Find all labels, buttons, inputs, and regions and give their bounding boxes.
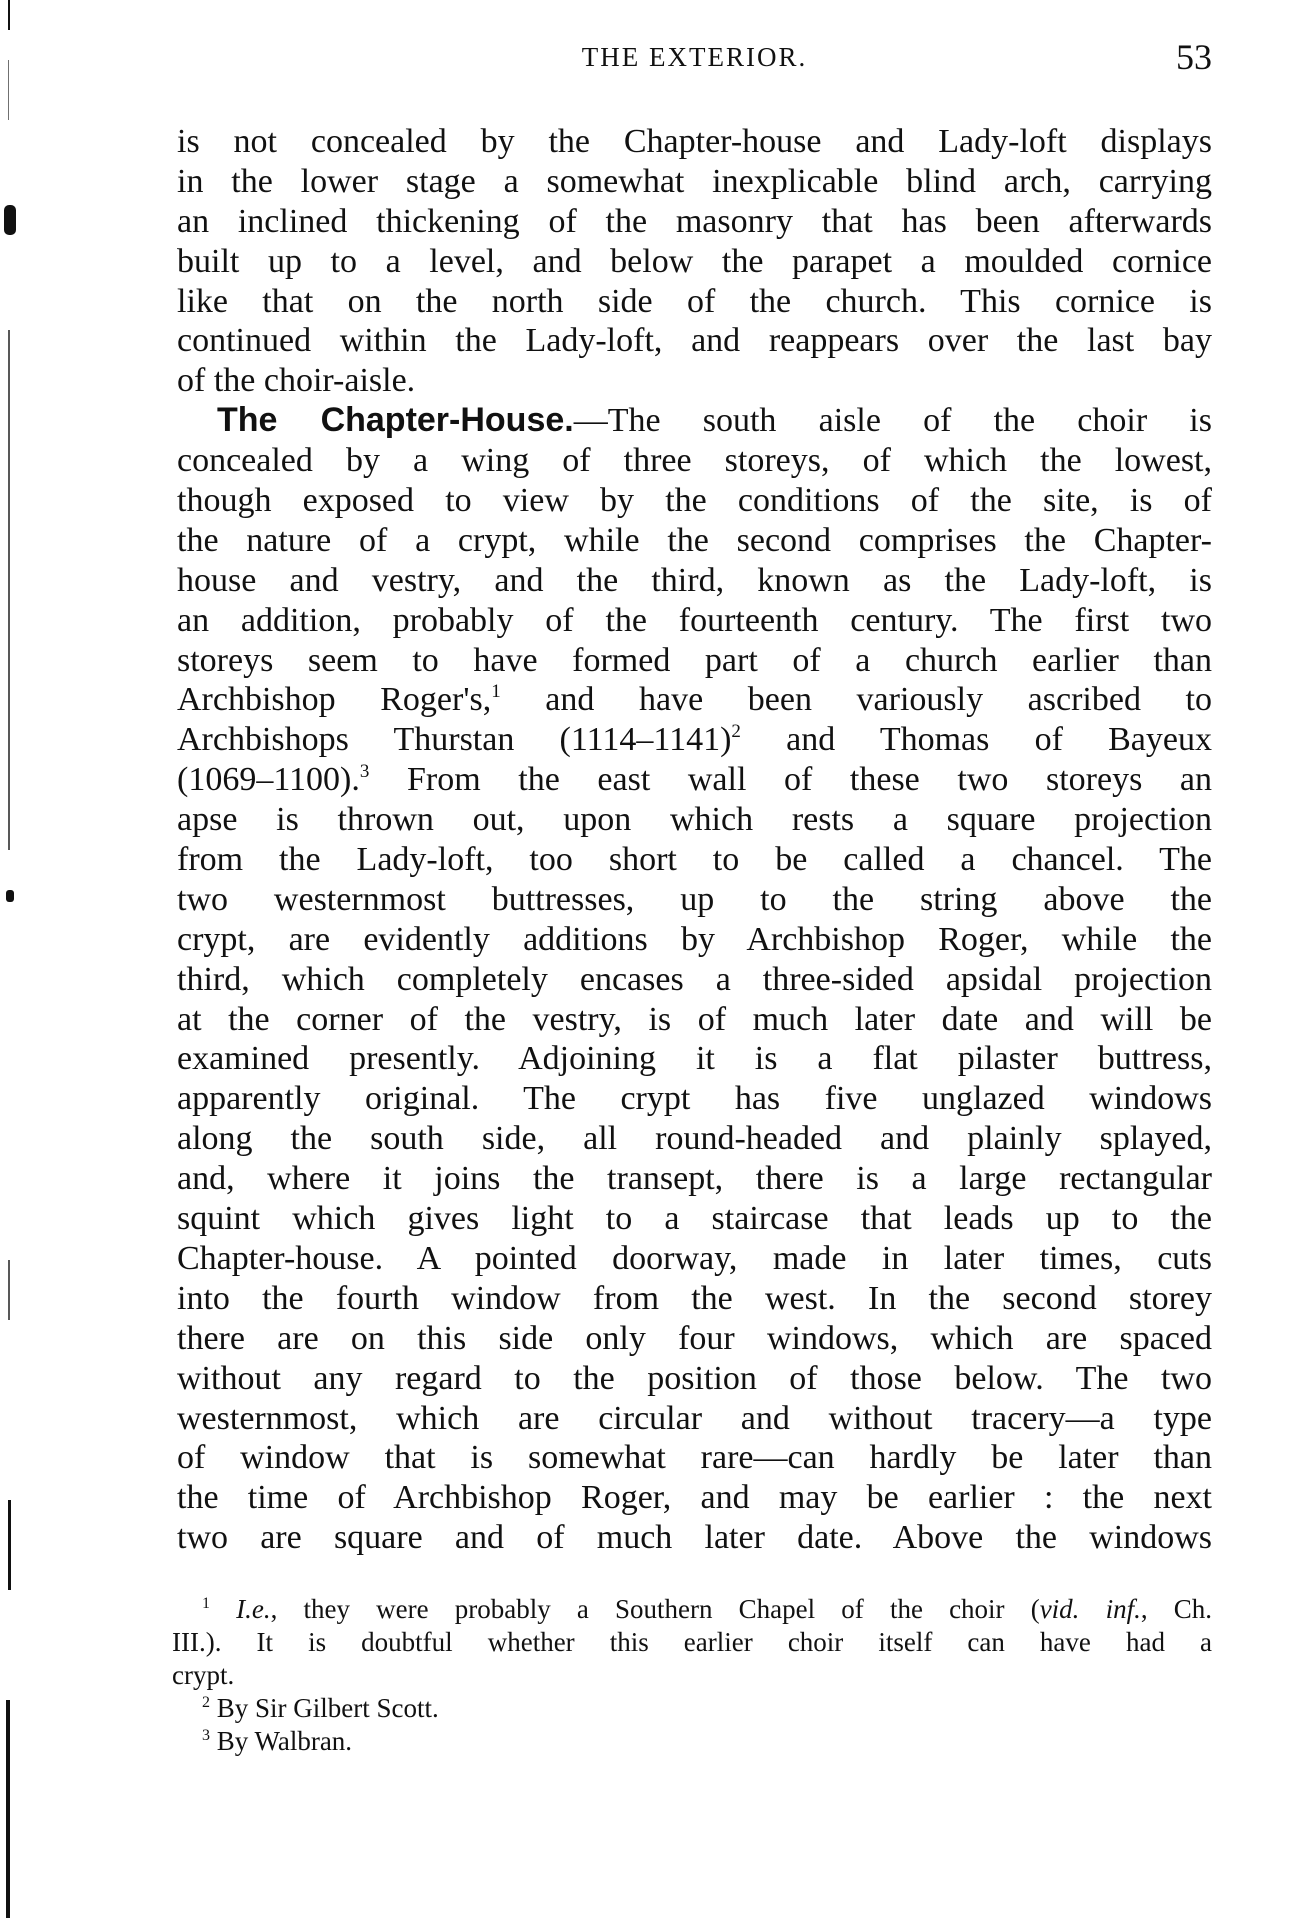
text-segment: there are on this side only four windows, which are spaced — [177, 1319, 1212, 1357]
text-segment: built up to a level, and below the parapet a moulded cornice — [177, 242, 1212, 280]
footnote-marker: 2 — [202, 1694, 210, 1711]
text-line — [177, 1279, 1212, 1319]
running-head — [177, 36, 1212, 80]
text-line — [177, 561, 1212, 601]
text-segment: from the Lady-loft, too short to be called a chancel. The — [177, 841, 1212, 879]
footnotes — [172, 1593, 1212, 1758]
text-line — [177, 1119, 1212, 1159]
footnote-marker: 3 — [359, 761, 370, 783]
text-segment: in the lower stage a somewhat inexplicable blind arch, carrying — [177, 162, 1212, 200]
text-segment: into the fourth window from the west. In the second storey — [177, 1279, 1212, 1317]
text-segment: at the corner of the vestry, is of much later date and will be — [177, 1000, 1212, 1038]
text-line — [177, 282, 1212, 322]
text-line — [177, 361, 1212, 401]
text-segment: crypt, are evidently additions by Archbishop Roger, while the — [177, 920, 1212, 958]
text-line — [177, 840, 1212, 880]
text-segment: and have been variously ascribed to — [500, 681, 1213, 719]
italic-text: I.e. — [236, 1594, 271, 1624]
text-line — [177, 1199, 1212, 1239]
scan-artifact — [8, 60, 9, 120]
running-head-title: THE EXTERIOR. — [581, 42, 808, 72]
text-segment: squint which gives light to a staircase that leads up to the — [177, 1200, 1212, 1238]
text-line — [177, 1359, 1212, 1399]
footnote-line — [172, 1626, 1212, 1659]
text-segment: an addition, probably of the fourteenth century. The first two — [177, 601, 1212, 639]
text-segment: an inclined thickening of the masonry that has been afterwards — [177, 202, 1212, 240]
text-line — [177, 441, 1212, 481]
text-line — [177, 1039, 1212, 1079]
footnote-marker: 1 — [491, 681, 501, 703]
text-segment — [210, 1594, 236, 1624]
footnote-marker: 3 — [202, 1727, 210, 1744]
text-segment: two westernmost buttresses, up to the string above the — [177, 880, 1212, 918]
text-segment: third, which completely encases a three-sided apsidal projection — [177, 960, 1212, 998]
text-segment: (1069–1100). — [177, 761, 360, 799]
scan-artifact — [8, 0, 10, 30]
text-line — [177, 1478, 1212, 1518]
text-line — [177, 1000, 1212, 1040]
text-line — [177, 401, 1212, 441]
section-heading: The Chapter-House. — [217, 401, 574, 440]
text-line — [177, 521, 1212, 561]
scan-artifact — [8, 1260, 10, 1320]
footnote-line — [172, 1659, 1212, 1692]
text-segment: III.). It is doubtful whether this earlier choir itself can have had a — [172, 1627, 1212, 1657]
text-line — [177, 960, 1212, 1000]
text-line — [177, 680, 1212, 720]
scan-artifact — [6, 890, 14, 902]
scan-artifact — [8, 330, 10, 850]
text-segment: without any regard to the position of those below. The two — [177, 1359, 1212, 1397]
text-line — [177, 1399, 1212, 1439]
text-line — [177, 1079, 1212, 1119]
body-text — [177, 122, 1212, 1558]
page-number: 53 — [1176, 37, 1212, 77]
text-segment: By Sir Gilbert Scott. — [210, 1693, 439, 1723]
text-line — [177, 760, 1212, 800]
text-line — [177, 641, 1212, 681]
text-line — [177, 1159, 1212, 1199]
text-line — [177, 481, 1212, 521]
italic-text: vid. inf. — [1039, 1594, 1141, 1624]
text-line — [177, 1319, 1212, 1359]
text-segment: continued within the Lady-loft, and reappears over the last bay — [177, 322, 1212, 360]
text-segment: though exposed to view by the conditions of the site, is of — [177, 482, 1212, 520]
text-segment: —The south aisle of the choir is — [573, 402, 1212, 440]
text-segment: of window that is somewhat rare—can hardly be later than — [177, 1439, 1212, 1477]
text-segment: house and vestry, and the third, known as the Lady-loft, is — [177, 561, 1212, 599]
text-segment: and Thomas of Bayeux — [740, 721, 1212, 759]
text-segment: Chapter-house. A pointed doorway, made in later times, cuts — [177, 1239, 1212, 1277]
text-line — [177, 920, 1212, 960]
footnote-line — [172, 1692, 1212, 1725]
text-segment: storeys seem to have formed part of a church earlier than — [177, 641, 1212, 679]
text-segment: concealed by a wing of three storeys, of which the lowest, — [177, 442, 1212, 480]
text-segment: examined presently. Adjoining it is a flat pilaster buttress, — [177, 1040, 1212, 1078]
text-segment: Archbishop Roger's, — [177, 681, 492, 719]
text-line — [177, 1438, 1212, 1478]
text-segment: crypt. — [172, 1660, 235, 1690]
text-line — [177, 242, 1212, 282]
text-segment: By Walbran. — [210, 1726, 353, 1756]
text-segment: the nature of a crypt, while the second comprises the Chapter- — [177, 521, 1212, 559]
footnote-marker: 1 — [202, 1595, 210, 1612]
scan-artifact — [8, 1500, 11, 1590]
text-segment: Archbishops Thurstan (1114–1141) — [177, 721, 732, 759]
text-segment: From the east wall of these two storeys an — [369, 761, 1212, 799]
text-line — [177, 321, 1212, 361]
text-line — [177, 720, 1212, 760]
text-line — [177, 1239, 1212, 1279]
footnote-line — [172, 1725, 1212, 1758]
text-line — [177, 122, 1212, 162]
text-line — [177, 162, 1212, 202]
footnote-line — [172, 1593, 1212, 1626]
text-line — [177, 202, 1212, 242]
text-segment: westernmost, which are circular and without tracery—a type — [177, 1399, 1212, 1437]
text-segment: apse is thrown out, upon which rests a square projection — [177, 801, 1212, 839]
text-segment: of the choir-aisle. — [177, 362, 416, 400]
text-line — [177, 601, 1212, 641]
text-segment: like that on the north side of the church. This cornice is — [177, 282, 1212, 320]
scan-artifact — [4, 205, 16, 235]
text-segment: , Ch. — [1140, 1594, 1212, 1624]
text-segment: is not concealed by the Chapter-house and Lady-loft displays — [177, 123, 1212, 160]
text-line — [177, 880, 1212, 920]
text-segment: and, where it joins the transept, there is a large rectangular — [177, 1160, 1212, 1198]
text-line — [177, 800, 1212, 840]
text-segment: the time of Archbishop Roger, and may be earlier : the next — [177, 1479, 1212, 1517]
text-line — [177, 1518, 1212, 1558]
text-segment: , they were probably a Southern Chapel of the choir ( — [270, 1594, 1040, 1624]
text-segment: two are square and of much later date. Above the windows — [177, 1519, 1212, 1557]
footnote-marker: 2 — [731, 721, 741, 743]
text-segment: along the south side, all round-headed and plainly splayed, — [177, 1120, 1212, 1158]
text-segment: apparently original. The crypt has five unglazed windows — [177, 1080, 1212, 1118]
scan-artifact — [6, 1700, 10, 1918]
